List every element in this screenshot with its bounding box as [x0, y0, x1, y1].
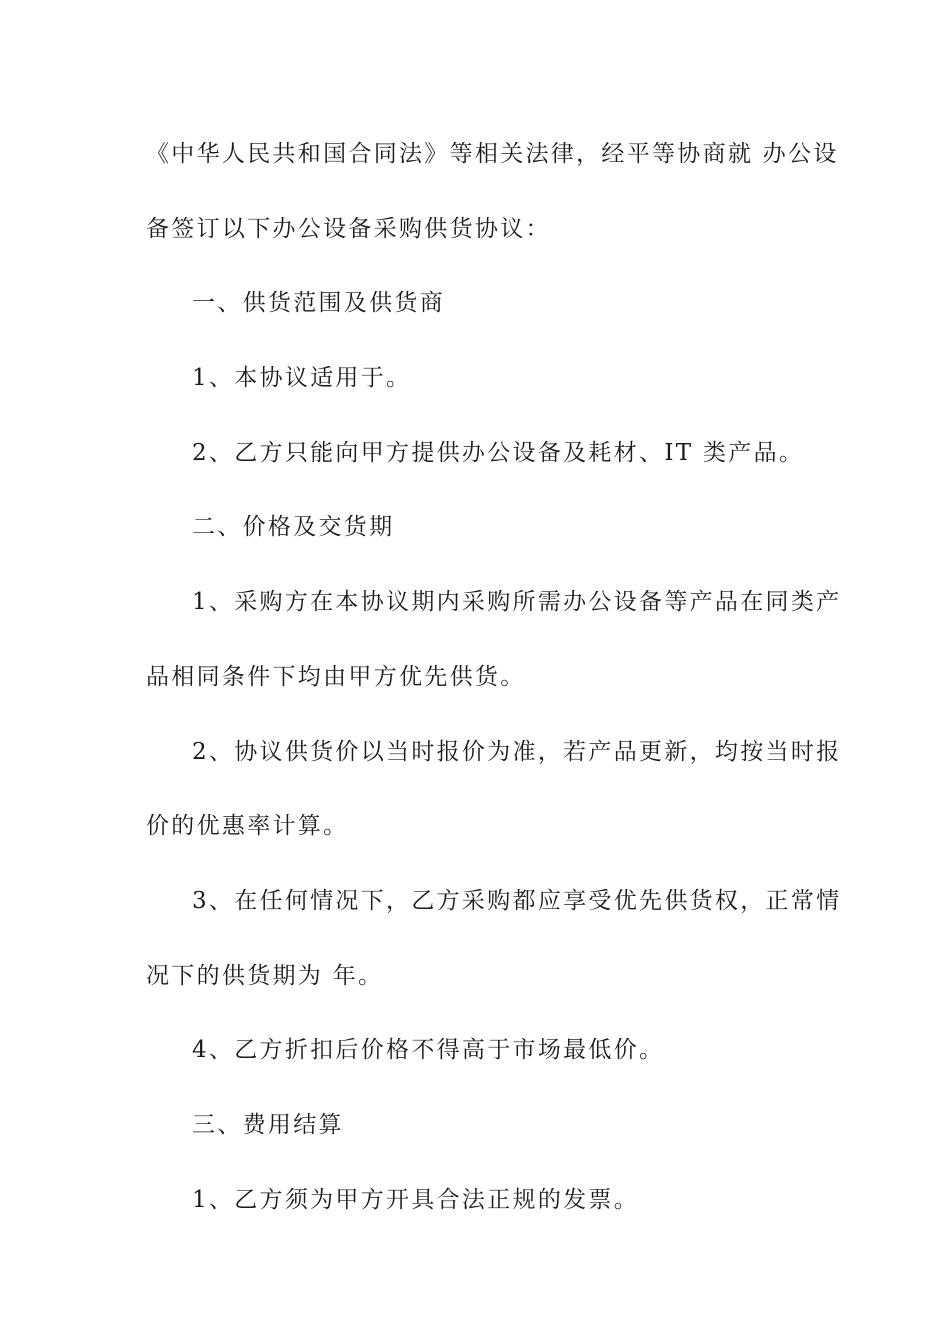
section-heading: 三、费用结算 [192, 1111, 344, 1138]
clause-item: 2、协议供货价以当时报价为准，若产品更新，均按当时报 [192, 738, 842, 765]
clause-item: 4、乙方折扣后价格不得高于市场最低价。 [192, 1037, 665, 1064]
clause-item: 1、本协议适用于。 [192, 365, 412, 392]
clause-item: 1、乙方须为甲方开具合法正规的发票。 [192, 1186, 640, 1213]
document-body [146, 124, 842, 1244]
clause-continuation: 品相同条件下均由甲方优先供货。 [146, 663, 526, 690]
clause-continuation: 价的优惠率计算。 [146, 813, 349, 840]
paragraph-line: 备签订以下办公设备采购供货协议： [146, 215, 551, 242]
clause-continuation: 况下的供货期为 年。 [146, 962, 384, 989]
paragraph-line: 《中华人民共和国合同法》等相关法律，经平等协商就 办公设 [146, 141, 839, 167]
clause-item: 2、乙方只能向甲方提供办公设备及耗材、IT 类产品。 [192, 439, 805, 466]
clause-item: 3、在任何情况下，乙方采购都应享受优先供货权，正常情 [192, 887, 842, 914]
section-heading: 二、价格及交货期 [192, 514, 395, 541]
section-heading: 一、供货范围及供货商 [192, 290, 445, 317]
clause-item: 1、采购方在本协议期内采购所需办公设备等产品在同类产 [192, 589, 842, 616]
